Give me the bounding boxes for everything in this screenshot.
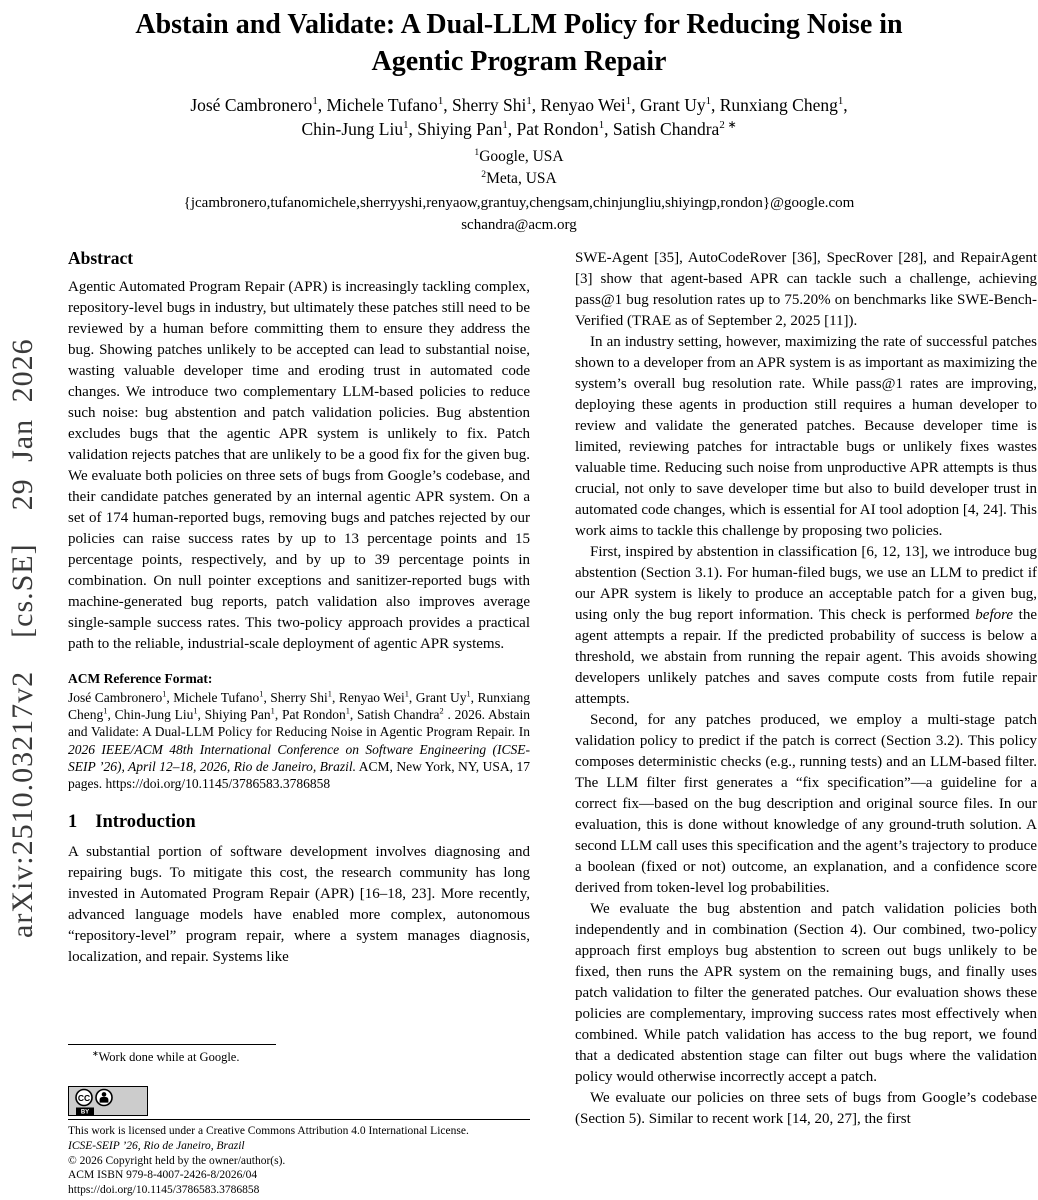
email-schandra: schandra@acm.org xyxy=(461,216,577,233)
by-label xyxy=(76,1108,94,1116)
copyright-line: © 2026 Copyright held by the owner/author(s). xyxy=(68,1154,286,1167)
column-left xyxy=(68,248,530,968)
author-block xyxy=(0,93,1038,141)
paper-title-line1: Abstain and Validate: A Dual-LLM Policy for Reducing Noise in xyxy=(135,9,903,40)
author-line-1: José Cambronero$^1$, Michele Tufano$^1$, Sherry Shi$^1$, Renyao Wei$^1$, Grant Uy$^1$, Runxiang Cheng$^1$, xyxy=(190,94,848,115)
paragraph-datasets: We evaluate our policies on three sets of bugs from Google’s codebase (Section 5). Similar to recent work [14, 20, 27], the first xyxy=(575,1090,1037,1127)
cc-by-badge-icon xyxy=(68,1086,148,1116)
paragraph-evaluation: We evaluate the bug abstention and patch validation policies both independently and in combination (Section 4). Our combined, two-policy approach first employs bug abstention to screen out bugs unlikely to be fixed, then runs the APR system on the remaining bugs, and finally uses patch validation to filter the generated patches. Our evaluation shows these policies are complementary, improving success rates most effectively when combined. While patch validation has access to the bug report, we found that a dedicated abstention stage can filter out bugs where the validation policy would otherwise incorrectly accept a patch. xyxy=(575,901,1037,1085)
license-line: This work is licensed under a Creative Commons Attribution 4.0 International License. xyxy=(68,1125,469,1137)
license-text xyxy=(68,1119,530,1198)
acm-reference-block xyxy=(68,671,530,792)
svg-text:BY: BY xyxy=(80,1109,90,1116)
svg-text:CC: CC xyxy=(77,1092,91,1103)
affiliation-google: $^1$Google, USA xyxy=(474,147,564,166)
paper-header xyxy=(0,0,1038,237)
author-line-2: Chin-Jung Liu$^1$, Shiying Pan$^1$, Pat Rondon$^1$, Satish Chandra$^{2 ∗}$ xyxy=(301,119,737,140)
paragraph-bug-abstention: First, inspired by abstention in classification [6, 12, 13], we introduce bug abstention (Section 3.1). For human-filed bugs, we use an LLM to predict if our APR system is likely to produce an acceptable patch for a given bug, using only the bug report information. This check is performed before the agent attempts a repair. If the predicted probability of success is below a threshold, we abstain from running the repair agent. This avoids showing developers unlikely patches and saves compute costs from futile repair attempts. xyxy=(575,544,1037,707)
paragraph-systems: SWE-Agent [35], AutoCodeRover [36], SpecRover [28], and RepairAgent [3] show that agent-based APR can tackle such a challenge, achieving pass@1 bug resolution rates up to 75.20% on benchmarks like SWE-Bench-Verified (TRAE as of September 2, 2025 [11]). xyxy=(575,250,1037,329)
email-google: {jcambronero,tufanomichele,sherryyshi,renyaow,grantuy,chengsam,chinjungliu,shiyingp,rondon}@google.com xyxy=(183,195,855,212)
section-1-number: 1 xyxy=(68,812,78,833)
isbn-line: ACM ISBN 979-8-4007-2426-8/2026/04 xyxy=(68,1169,258,1182)
paragraph-patch-validation: Second, for any patches produced, we employ a multi-stage patch validation policy to predict if the patch is correct (Section 3.2). This policy composes deterministic checks (e.g., running tests) and an LLM-based filter. The LLM filter first generates a “fix specification”—a guideline for a correct fix—based on the bug description and original source files. In our evaluation, this is done without knowledge of any ground-truth solution. A second LLM call uses this specification and the agent’s trajectory to produce a boolean (fixed or not) outcome, an explanation, and a confidence score derived from token-level log probabilities. xyxy=(575,712,1037,896)
intro-paragraph: A substantial portion of software development involves diagnosing and repairing bugs. To mitigate this cost, the research community has long invested in Automated Program Repair (APR) [16–18, 23]. More recently, advanced language models have enabled more complex, autonomous “repository-level” program repair, where a system manages diagnosis, localization, and repair. Systems like xyxy=(68,844,530,966)
footnote-block xyxy=(68,1044,530,1065)
acm-reference-heading: ACM Reference Format: xyxy=(68,671,213,686)
abstract-text: Agentic Automated Program Repair (APR) is increasingly tackling complex, repository-level bugs in industry, but ultimately these patches still need to be reviewed by a human before committing them to ensure they address the bug. Showing patches unlikely to be accepted can lead to substantial noise, wasting valuable developer time and eroding trust in automated code changes. We introduce two complementary LLM-based policies to reduce such noise: bug abstention and patch validation policies. Bug abstention excludes bugs that the agentic APR system is unlikely to fix. Patch validation rejects patches that are unlikely to be a good fix for the given bug. We evaluate both policies on three sets of bugs from Google’s codebase, and their candidate patches generated by an internal agentic APR system. On a set of 174 human-reported bugs, removing bugs and patches rejected by our policies can raise success rates by up to 13 percentage points and 15 percentage points, respectively, and by up to 39 percentage points in combination. On null pointer exceptions and sanitizer-reported bugs with machine-generated bug reports, patch validation also improves average single-sample success rates. This two-policy approach provides a practical path to the reliable, industrial-scale deployment of agentic APR systems. xyxy=(68,279,530,652)
section-1-heading xyxy=(68,812,530,833)
paper-title-line2: Agentic Program Repair xyxy=(371,45,667,77)
abstract-heading: Abstract xyxy=(68,248,134,268)
footnote-rule xyxy=(68,1044,276,1045)
affiliation-meta: $^2$Meta, USA xyxy=(481,169,557,188)
footnote-text: ∗Work done while at Google. xyxy=(92,1048,240,1064)
arxiv-watermark: arXiv:2510.03217v2 [cs.SE] 29 Jan 2026 xyxy=(6,338,39,938)
section-1-title: Introduction xyxy=(95,812,196,833)
license-venue-line: ICSE-SEIP ’26, Rio de Janeiro, Brazil xyxy=(68,1139,245,1152)
acm-reference-text: José Cambronero$^1$, Michele Tufano$^1$, Sherry Shi$^1$, Renyao Wei$^1$, Grant Uy$^1$, Runxiang Cheng$^1$, Chin-Jung Liu$^1$, Shiying Pan$^1$, Pat Rondon$^1$, Satish Chandra$^2$ . 2026. Abstain and Validate: A Dual-LLM Policy for Reducing Noise in Agentic Program Repair. In 2026 IEEE/ACM 48th International Conference on Software Engineering (ICSE-SEIP ’26), April 12–18, 2026, Rio de Janeiro, Brazil. ACM, New York, NY, USA, 17 pages. https://doi.org/10.1145/3786583.3786858 xyxy=(68,689,531,792)
paragraph-industry: In an industry setting, however, maximizing the rate of successful patches shown to a developer from an APR system is as important as maximizing the system’s overall bug resolution rate. While pass@1 rates are improving, deploying these agents in production still requires a human developer to review and validate the generated patches. Because developer time is limited, reviewing patches for intractable bugs or unlikely fixes wastes valuable time. Reducing such noise from unproductive APR attempts is thus crucial, not only to save developer time but also to build developer trust in automated code changes, which is essential for AI tool adoption [4, 24]. This work aims to tackle this challenge by proposing two policies. xyxy=(575,334,1038,539)
cc-logo-icon xyxy=(76,1090,92,1106)
paper-title xyxy=(0,7,1038,81)
person-icon xyxy=(96,1090,112,1106)
copyright-block xyxy=(68,1086,530,1198)
doi-line: https://doi.org/10.1145/3786583.3786858 xyxy=(68,1184,260,1197)
email-block xyxy=(0,193,1038,237)
column-right xyxy=(575,248,1037,1130)
affiliation-block xyxy=(0,146,1038,190)
